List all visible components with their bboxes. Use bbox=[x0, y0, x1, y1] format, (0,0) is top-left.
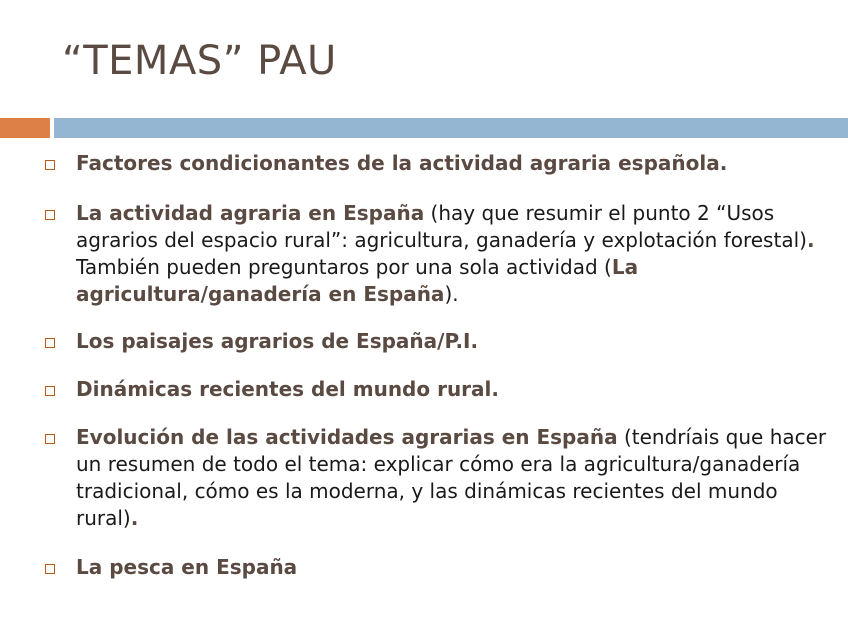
hollow-square-bullet-icon bbox=[45, 338, 55, 348]
bullet-item bbox=[76, 200, 836, 308]
hollow-square-bullet-icon bbox=[45, 386, 55, 396]
accent-bar-orange bbox=[0, 118, 50, 138]
bullet-item bbox=[76, 328, 836, 355]
hollow-square-bullet-icon bbox=[45, 434, 55, 444]
slide-title: “TEMAS” PAU bbox=[62, 38, 337, 84]
bullet-item bbox=[76, 424, 836, 532]
bullet-bold-text: La actividad agraria en España bbox=[76, 201, 425, 225]
bullet-bold-text: Factores condicionantes de la actividad agraria española. bbox=[76, 151, 728, 175]
hollow-square-bullet-icon bbox=[45, 160, 55, 170]
bullet-bold-text: La agricultura/ganadería en España bbox=[76, 255, 639, 306]
bullet-bold-text: . bbox=[130, 506, 139, 530]
bullet-item bbox=[76, 150, 836, 177]
bullet-text: También pueden preguntaros por una sola actividad ( bbox=[76, 255, 612, 279]
bullet-text: (tendríais que hacer un resumen de todo el tema: explicar cómo era la agricultura/ganadería tradicional, cómo es la moderna, y las dinámicas recientes del mundo rural) bbox=[76, 425, 827, 530]
bullet-bold-text: Dinámicas recientes del mundo rural. bbox=[76, 377, 499, 401]
accent-bar-blue bbox=[54, 118, 848, 138]
bullet-bold-text: Evolución de las actividades agrarias en España bbox=[76, 425, 618, 449]
bullet-item bbox=[76, 376, 836, 403]
bullet-text: (hay que resumir el punto 2 “Usos agrarios del espacio rural”: agricultura, ganadería y explotación forestal) bbox=[76, 201, 807, 252]
bullet-text: ). bbox=[444, 282, 459, 306]
bullet-bold-text: . bbox=[806, 228, 815, 252]
bullet-item bbox=[76, 554, 836, 581]
hollow-square-bullet-icon bbox=[45, 564, 55, 574]
bullet-bold-text: La pesca en España bbox=[76, 555, 298, 579]
hollow-square-bullet-icon bbox=[45, 210, 55, 220]
bullet-bold-text: Los paisajes agrarios de España/P.I. bbox=[76, 329, 479, 353]
